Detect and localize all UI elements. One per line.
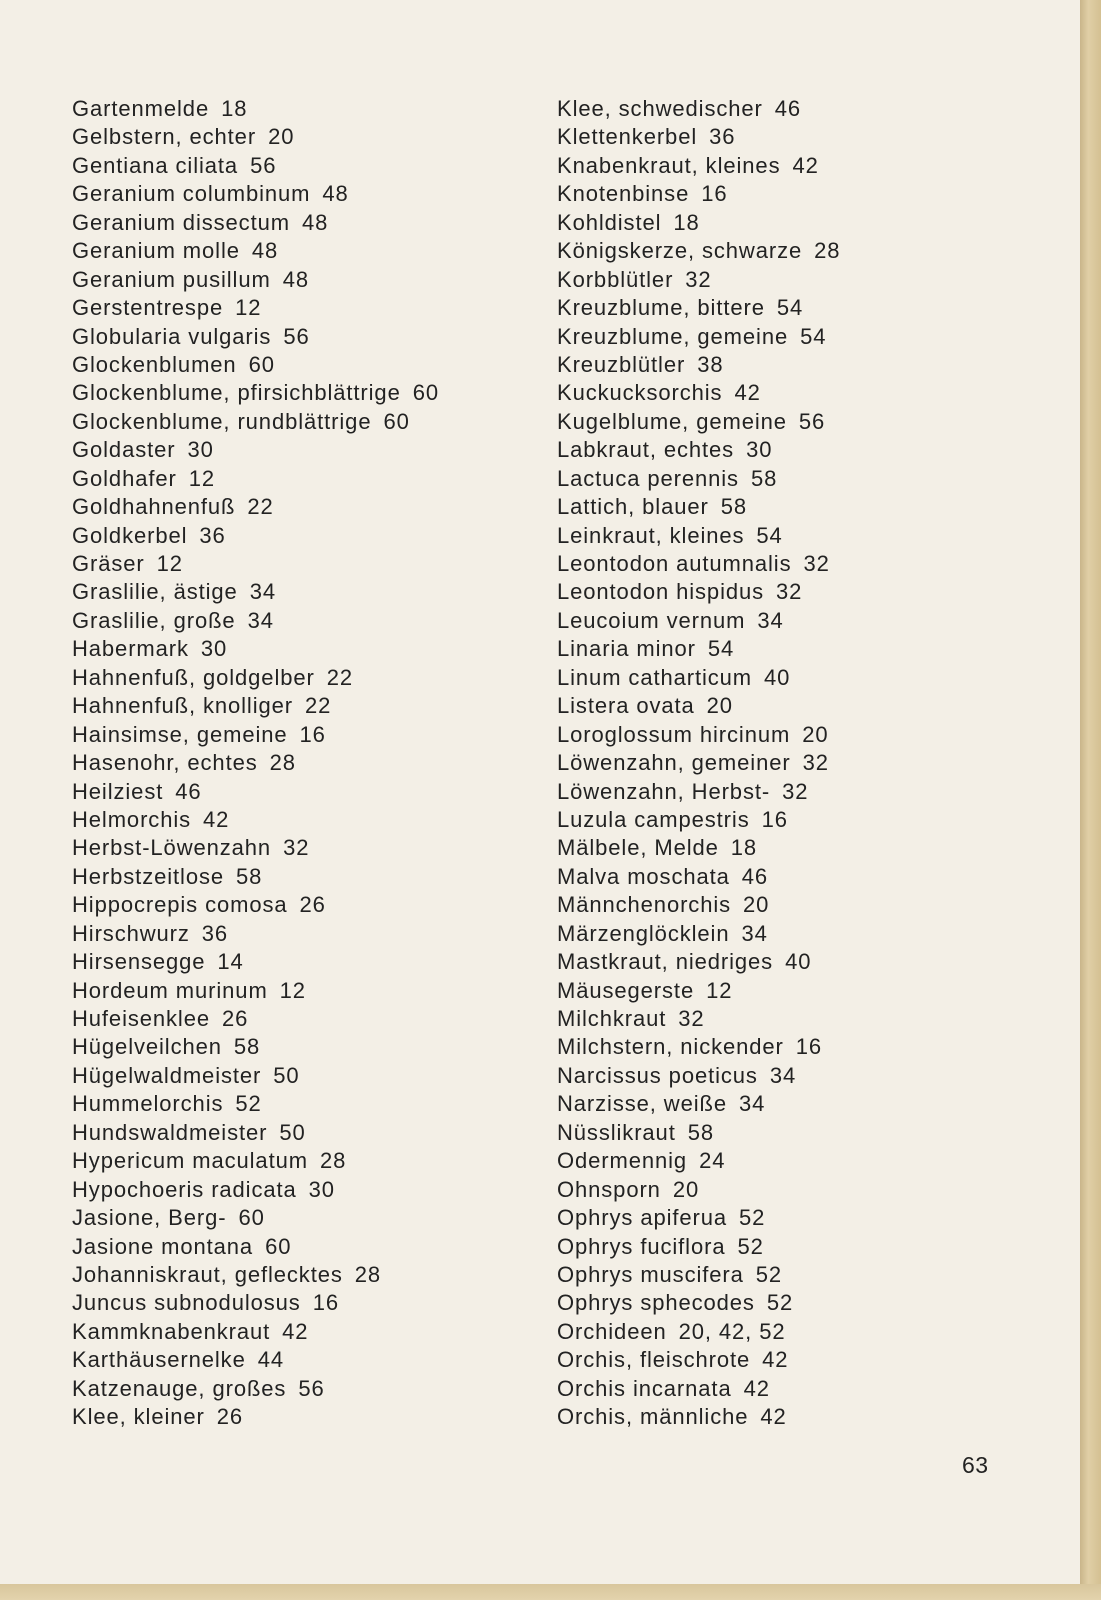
index-column-right: [557, 95, 840, 1432]
index-term: Gerstentrespe: [72, 295, 224, 321]
index-entry: [557, 123, 840, 151]
index-page-ref: 40: [764, 664, 791, 690]
index-term: Heilziest: [72, 778, 164, 804]
index-page-ref: 52: [235, 1091, 262, 1117]
index-page-ref: 42: [203, 806, 230, 832]
index-term: Kammknabenkraut: [72, 1318, 271, 1344]
index-page-ref: 18: [673, 209, 700, 235]
index-page-ref: 26: [299, 892, 326, 918]
index-entry: [557, 493, 840, 521]
index-entry: [557, 152, 840, 180]
index-term: Geranium dissectum: [72, 209, 290, 235]
index-term: Märzenglöcklein: [557, 920, 730, 946]
index-page-ref: 42: [762, 1347, 789, 1373]
index-term: Klee, kleiner: [72, 1404, 205, 1430]
index-entry: [557, 1147, 840, 1175]
index-term: Kreuzblume, bittere: [557, 295, 765, 321]
index-page-ref: 20: [743, 892, 770, 918]
index-term: Luzula campestris: [557, 806, 750, 832]
index-entry: [72, 379, 439, 407]
index-entry: [557, 209, 840, 237]
index-term: Graslilie, ästige: [72, 579, 238, 605]
index-page-ref: 20, 42, 52: [678, 1318, 786, 1344]
index-page-ref: 24: [699, 1148, 726, 1174]
index-page-ref: 48: [322, 181, 349, 207]
index-term: Königskerze, schwarze: [557, 238, 803, 264]
index-entry: [72, 578, 439, 606]
index-page-ref: 22: [326, 664, 354, 690]
index-entry: [557, 1176, 840, 1204]
index-page-ref: 30: [746, 437, 773, 463]
index-term: Geranium molle: [72, 238, 240, 264]
index-page-ref: 28: [354, 1261, 382, 1287]
index-entry: [72, 408, 439, 436]
index-page-ref: 54: [776, 295, 804, 321]
index-page-ref: 36: [201, 920, 229, 946]
index-term: Geranium columbinum: [72, 181, 311, 207]
index-term: Goldaster: [72, 437, 176, 463]
index-entry: [557, 1005, 840, 1033]
index-page-ref: 58: [750, 465, 778, 491]
index-page-ref: 12: [156, 551, 183, 576]
index-entry: [557, 1090, 840, 1118]
index-page-ref: 20: [268, 124, 295, 150]
index-page-ref: 56: [798, 408, 826, 434]
index-page-ref: 60: [248, 351, 275, 377]
index-page-ref: 46: [175, 778, 202, 804]
index-term: Hirsensegge: [72, 949, 206, 975]
index-entry: [72, 180, 439, 208]
index-term: Jasione montana: [72, 1233, 254, 1259]
index-entry: [72, 721, 439, 749]
index-term: Kohldistel: [557, 209, 662, 235]
index-term: Leucoium vernum: [557, 607, 746, 633]
index-page-ref: 52: [766, 1290, 794, 1316]
index-entry: [72, 1403, 439, 1431]
index-page-ref: 32: [678, 1006, 705, 1031]
index-term: Globularia vulgaris: [72, 323, 272, 349]
index-entry: [557, 237, 840, 265]
index-term: Knabenkraut, kleines: [557, 152, 781, 178]
index-term: Jasione, Berg-: [72, 1205, 227, 1231]
index-term: Gentiana ciliata: [72, 152, 239, 178]
index-term: Leontodon hispidus: [557, 579, 765, 605]
index-entry: [557, 522, 840, 550]
index-term: Leinkraut, kleines: [557, 522, 745, 548]
index-term: Goldhafer: [72, 465, 177, 491]
index-entry: [72, 607, 439, 635]
index-term: Gräser: [72, 551, 145, 576]
index-entry: [557, 863, 840, 891]
index-term: Linaria minor: [557, 636, 696, 662]
index-entry: [72, 294, 439, 322]
index-entry: [557, 1233, 840, 1261]
index-page-ref: 12: [706, 977, 733, 1003]
index-term: Kugelblume, gemeine: [557, 408, 787, 434]
index-entry: [72, 1289, 439, 1317]
index-page-ref: 54: [756, 522, 783, 548]
index-page-ref: 42: [743, 1375, 770, 1401]
index-term: Mäusegerste: [557, 977, 695, 1003]
index-term: Loroglossum hircinum: [557, 721, 791, 747]
index-term: Hirschwurz: [72, 920, 190, 946]
index-term: Odermennig: [557, 1148, 688, 1174]
index-page-ref: 46: [774, 96, 802, 121]
index-term: Habermark: [72, 636, 189, 662]
index-term: Orchis, fleischrote: [557, 1347, 751, 1373]
index-entry: [72, 522, 439, 550]
index-page-ref: 46: [741, 863, 769, 889]
index-term: Hypochoeris radicata: [72, 1176, 297, 1202]
index-entry: [557, 1261, 840, 1289]
index-page-ref: 42: [282, 1318, 309, 1344]
index-entry: [72, 1062, 439, 1090]
index-entry: [557, 1289, 840, 1317]
index-page-ref: 60: [238, 1205, 265, 1231]
index-page-ref: 34: [757, 607, 784, 633]
index-term: Orchis incarnata: [557, 1375, 732, 1401]
index-term: Narcissus poeticus: [557, 1062, 758, 1088]
index-entry: [557, 948, 840, 976]
index-entry: [72, 351, 439, 379]
index-entry: [557, 749, 840, 777]
index-term: Leontodon autumnalis: [557, 551, 792, 576]
index-entry: [72, 1090, 439, 1118]
index-term: Gelbstern, echter: [72, 124, 257, 150]
index-term: Milchstern, nickender: [557, 1034, 784, 1060]
index-entry: [557, 95, 840, 123]
index-term: Listera ovata: [557, 693, 695, 719]
index-page-ref: 50: [279, 1119, 306, 1145]
index-page-ref: 28: [269, 750, 296, 776]
index-term: Hahnenfuß, goldgelber: [72, 664, 315, 690]
index-entry: [557, 806, 840, 834]
index-page-ref: 48: [301, 209, 329, 235]
index-term: Hundswaldmeister: [72, 1119, 268, 1145]
index-entry: [72, 1318, 439, 1346]
index-term: Geranium pusillum: [72, 266, 271, 292]
index-entry: [72, 266, 439, 294]
index-term: Knotenbinse: [557, 181, 690, 207]
index-page-ref: 32: [776, 579, 803, 605]
index-term: Helmorchis: [72, 806, 192, 832]
index-entry: [72, 778, 439, 806]
index-term: Johanniskraut, geflecktes: [72, 1261, 343, 1287]
index-page-ref: 40: [785, 949, 812, 975]
index-term: Kreuzblume, gemeine: [557, 323, 789, 349]
index-entry: [557, 664, 840, 692]
index-page-ref: 16: [701, 181, 728, 207]
index-entry: [72, 635, 439, 663]
index-page-ref: 18: [221, 96, 248, 121]
index-entry: [72, 834, 439, 862]
index-term: Ophrys apiferua: [557, 1205, 728, 1231]
index-term: Herbst-Löwenzahn: [72, 835, 272, 861]
index-entry: [72, 948, 439, 976]
index-term: Hainsimse, gemeine: [72, 721, 288, 747]
index-entry: [72, 123, 439, 151]
index-entry: [557, 1403, 840, 1431]
index-page-ref: 32: [802, 750, 829, 776]
index-page-ref: 38: [697, 351, 724, 377]
index-page-ref: 30: [200, 636, 228, 662]
index-entry: [72, 1375, 439, 1403]
index-entry: [72, 891, 439, 919]
index-entry: [72, 1147, 439, 1175]
index-entry: [557, 977, 840, 1005]
index-page-ref: 48: [251, 238, 279, 264]
index-term: Hypericum maculatum: [72, 1148, 308, 1174]
index-page-ref: 34: [247, 607, 274, 633]
index-entry: [72, 209, 439, 237]
index-term: Lactuca perennis: [557, 465, 739, 491]
index-term: Narzisse, weiße: [557, 1091, 727, 1117]
index-entry: [72, 1033, 439, 1061]
index-page-ref: 34: [769, 1062, 797, 1088]
index-term: Löwenzahn, gemeiner: [557, 750, 791, 776]
index-page-ref: 28: [319, 1148, 347, 1174]
index-term: Kreuzblütler: [557, 351, 686, 377]
index-entry: [72, 493, 439, 521]
index-page-ref: 48: [282, 266, 309, 292]
index-page-ref: 56: [298, 1375, 325, 1401]
index-entry: [557, 1204, 840, 1232]
index-term: Hummelorchis: [72, 1091, 224, 1117]
index-page-ref: 44: [257, 1347, 284, 1373]
index-page-ref: 54: [707, 636, 735, 662]
index-page-ref: 26: [222, 1006, 249, 1031]
index-term: Ophrys sphecodes: [557, 1290, 755, 1316]
index-page-ref: 22: [305, 693, 332, 719]
index-page-ref: 34: [738, 1091, 766, 1117]
index-entry: [72, 1005, 439, 1033]
page-bottom-edge: [0, 1584, 1101, 1600]
index-page-ref: 16: [795, 1034, 823, 1060]
index-entry: [557, 607, 840, 635]
index-page-ref: 52: [739, 1205, 766, 1231]
index-page-ref: 60: [265, 1233, 292, 1259]
index-entry: [557, 465, 840, 493]
index-term: Kuckucksorchis: [557, 380, 723, 406]
index-entry: [72, 749, 439, 777]
index-page-ref: 18: [730, 835, 758, 861]
index-term: Ophrys fuciflora: [557, 1233, 726, 1259]
index-term: Orchideen: [557, 1318, 667, 1344]
index-term: Goldhahnenfuß: [72, 494, 236, 520]
index-term: Gartenmelde: [72, 96, 210, 121]
index-term: Labkraut, echtes: [557, 437, 735, 463]
index-entry: [72, 920, 439, 948]
index-page-ref: 32: [283, 835, 310, 861]
index-entry: [72, 323, 439, 351]
page-edge: [1080, 0, 1101, 1600]
index-page-ref: 20: [672, 1176, 700, 1202]
index-entry: [72, 95, 439, 123]
index-page-ref: 60: [412, 380, 439, 406]
index-entry: [557, 266, 840, 294]
index-term: Hufeisenklee: [72, 1006, 210, 1031]
index-entry: [72, 550, 439, 578]
index-page-ref: 20: [802, 721, 829, 747]
index-entry: [557, 550, 840, 578]
index-page-ref: 16: [299, 721, 326, 747]
index-entry: [557, 920, 840, 948]
index-page-ref: 56: [283, 323, 310, 349]
index-term: Hügelwaldmeister: [72, 1062, 262, 1088]
index-entry: [557, 436, 840, 464]
index-entry: [72, 664, 439, 692]
index-entry: [72, 1346, 439, 1374]
index-page-ref: 30: [308, 1176, 335, 1202]
index-entry: [72, 465, 439, 493]
index-term: Katzenauge, großes: [72, 1375, 287, 1401]
index-term: Glockenblume, rundblättrige: [72, 408, 372, 434]
index-entry: [72, 1176, 439, 1204]
index-entry: [72, 1233, 439, 1261]
index-term: Männchenorchis: [557, 892, 732, 918]
index-entry: [72, 806, 439, 834]
index-page-ref: 14: [217, 949, 244, 975]
index-entry: [557, 635, 840, 663]
index-page-ref: 42: [760, 1404, 787, 1430]
index-entry: [557, 834, 840, 862]
index-page-ref: 36: [709, 124, 736, 150]
index-page-ref: 12: [279, 977, 306, 1003]
index-term: Orchis, männliche: [557, 1404, 749, 1430]
index-page-ref: 52: [737, 1233, 764, 1259]
index-entry: [557, 578, 840, 606]
index-term: Ohnsporn: [557, 1176, 661, 1202]
index-entry: [72, 1119, 439, 1147]
index-entry: [557, 323, 840, 351]
index-term: Mastkraut, niedriges: [557, 949, 774, 975]
index-page-ref: 12: [188, 465, 215, 491]
index-entry: [557, 408, 840, 436]
index-page-ref: 32: [782, 778, 809, 804]
index-term: Glockenblumen: [72, 351, 237, 377]
index-entry: [557, 1346, 840, 1374]
index-term: Nüsslikraut: [557, 1119, 676, 1145]
index-term: Lattich, blauer: [557, 494, 709, 520]
index-entry: [557, 1062, 840, 1090]
index-entry: [72, 977, 439, 1005]
index-term: Löwenzahn, Herbst-: [557, 778, 771, 804]
index-term: Karthäusernelke: [72, 1347, 246, 1373]
index-entry: [557, 778, 840, 806]
index-entry: [557, 721, 840, 749]
index-entry: [557, 180, 840, 208]
index-term: Ophrys muscifera: [557, 1261, 744, 1287]
index-term: Milchkraut: [557, 1006, 667, 1031]
index-term: Hahnenfuß, knolliger: [72, 693, 294, 719]
index-page-ref: 26: [216, 1404, 244, 1430]
index-entry: [72, 152, 439, 180]
index-entry: [557, 294, 840, 322]
index-page-ref: 16: [312, 1290, 339, 1316]
index-page-ref: 30: [187, 437, 214, 463]
index-term: Klee, schwedischer: [557, 96, 763, 121]
index-term: Mälbele, Melde: [557, 835, 719, 861]
index-term: Goldkerbel: [72, 522, 188, 548]
index-column-left: [72, 95, 439, 1432]
index-entry: [72, 863, 439, 891]
index-entry: [72, 1204, 439, 1232]
index-page-ref: 58: [233, 1034, 261, 1060]
index-entry: [557, 379, 840, 407]
index-page-ref: 60: [383, 408, 410, 434]
index-term: Graslilie, große: [72, 607, 236, 633]
index-page-ref: 52: [755, 1261, 783, 1287]
index-page-ref: 34: [249, 579, 276, 605]
index-term: Hasenohr, echtes: [72, 750, 258, 776]
index-page-ref: 32: [685, 266, 712, 292]
index-term: Glockenblume, pfirsichblättrige: [72, 380, 401, 406]
index-term: Hordeum murinum: [72, 977, 268, 1003]
index-entry: [557, 692, 840, 720]
index-term: Juncus subnodulosus: [72, 1290, 301, 1316]
index-entry: [557, 1375, 840, 1403]
index-page-ref: 42: [792, 152, 819, 178]
index-entry: [557, 351, 840, 379]
index-page-ref: 32: [803, 551, 830, 576]
index-entry: [72, 692, 439, 720]
index-page-ref: 54: [800, 323, 827, 349]
index-page-ref: 58: [687, 1119, 714, 1145]
index-page-ref: 56: [250, 152, 277, 178]
index-page-ref: 28: [814, 238, 841, 264]
index-page-ref: 58: [720, 494, 747, 520]
index-page-ref: 12: [235, 295, 262, 321]
index-term: Korbblütler: [557, 266, 674, 292]
index-entry: [557, 1033, 840, 1061]
index-page-ref: 36: [199, 522, 226, 548]
page-number: 63: [962, 1452, 989, 1478]
index-page-ref: 22: [247, 494, 274, 520]
index-page-ref: 58: [236, 863, 263, 889]
index-page-ref: 50: [273, 1062, 300, 1088]
index-page-ref: 16: [761, 806, 788, 832]
index-entry: [557, 1318, 840, 1346]
index-term: Hippocrepis comosa: [72, 892, 288, 918]
index-entry: [557, 891, 840, 919]
index-page-ref: 42: [734, 380, 761, 406]
index-entry: [557, 1119, 840, 1147]
index-term: Klettenkerbel: [557, 124, 698, 150]
index-term: Herbstzeitlose: [72, 863, 224, 889]
index-page-ref: 34: [741, 920, 768, 946]
index-entry: [72, 1261, 439, 1289]
index-entry: [72, 237, 439, 265]
index-term: Linum catharticum: [557, 664, 753, 690]
index-term: Hügelveilchen: [72, 1034, 222, 1060]
index-term: Malva moschata: [557, 863, 730, 889]
index-page-ref: 20: [706, 693, 733, 719]
index-entry: [72, 436, 439, 464]
